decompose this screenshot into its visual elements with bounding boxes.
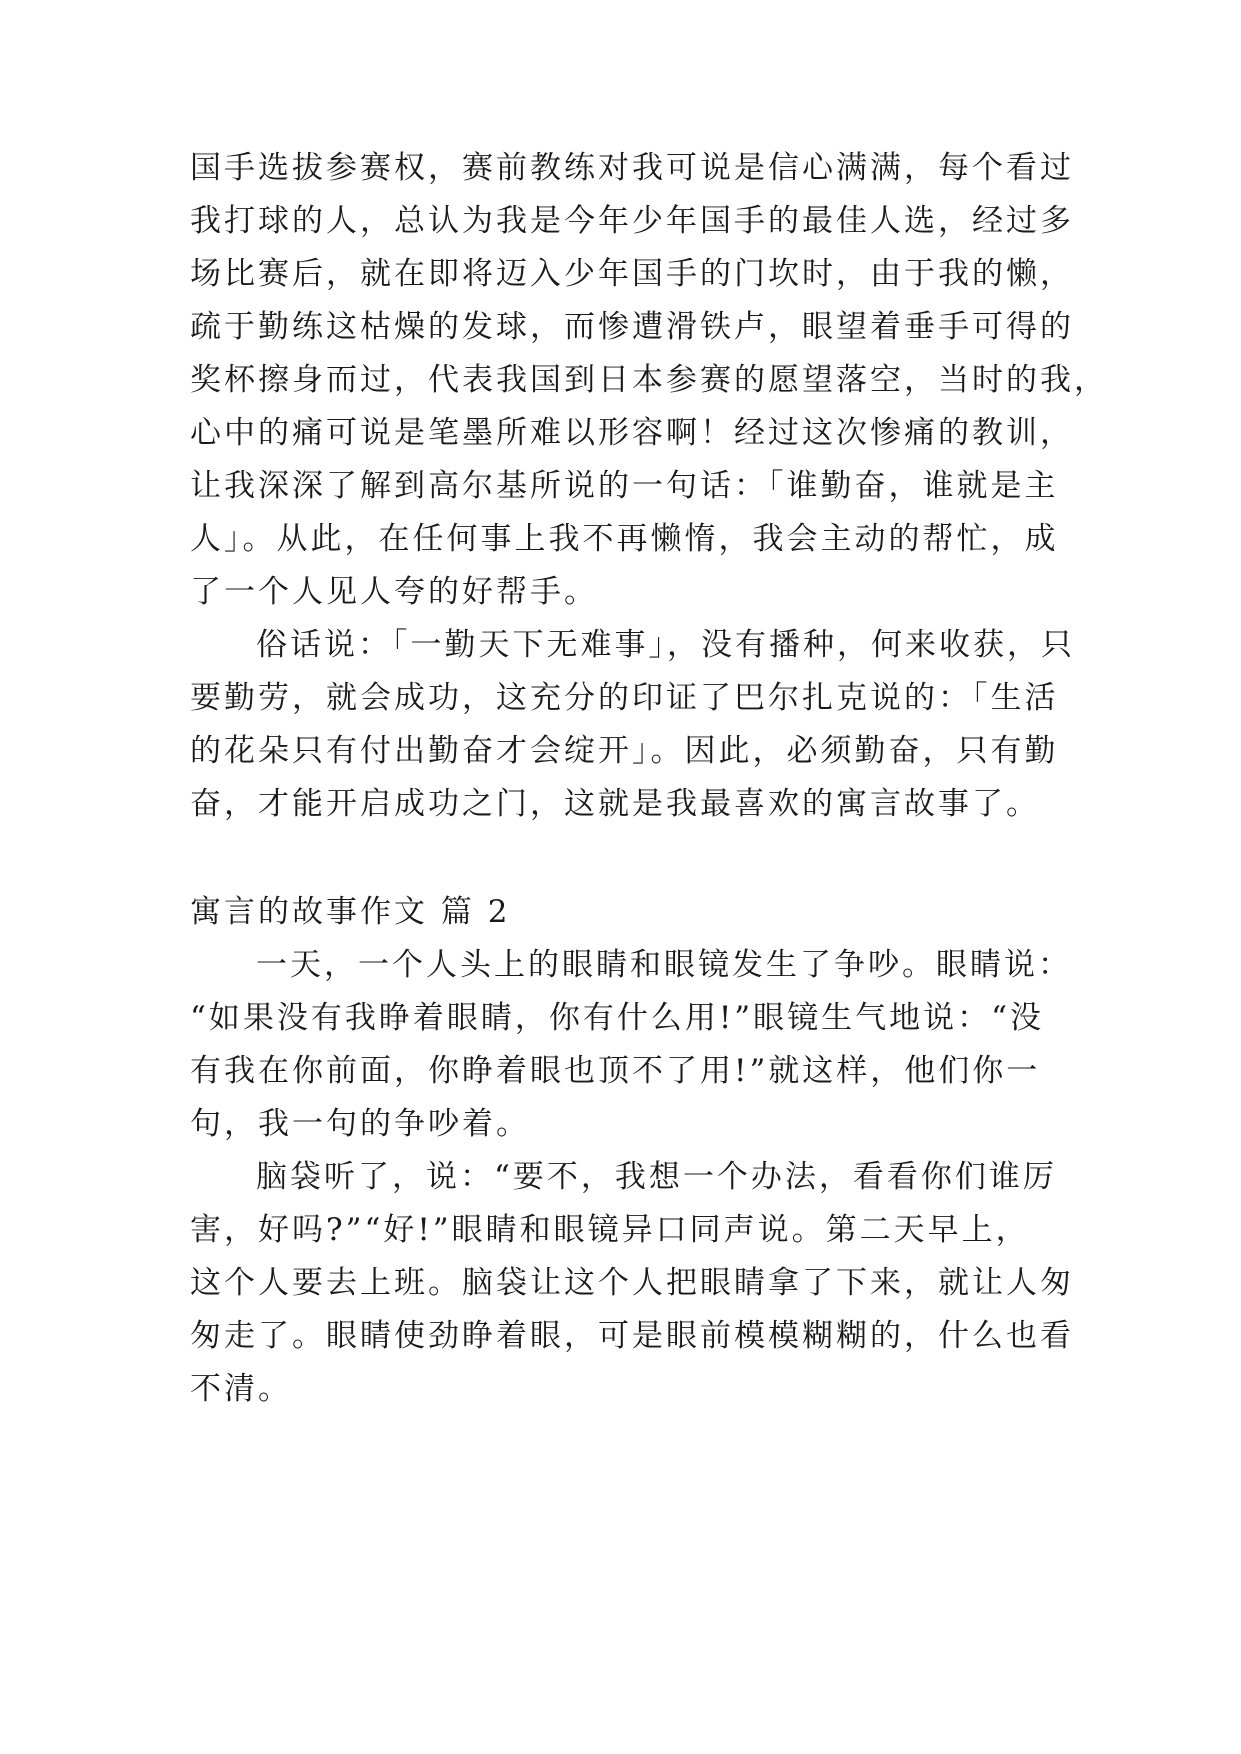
text-line: 了一个人见人夸的好帮手。 — [190, 574, 598, 610]
text-line: “如果没有我睁着眼睛，你有什么用!”眼镜生气地说：“没 — [190, 1000, 1044, 1036]
text-line: 句，我一句的争吵着。 — [190, 1106, 530, 1142]
text-line: 不清。 — [190, 1371, 292, 1407]
text-line: 场比赛后，就在即将迈入少年国手的门坎时，由于我的懒， — [190, 256, 1074, 292]
text-line: 心中的痛可说是笔墨所难以形容啊！经过这次惨痛的教训， — [190, 415, 1074, 451]
text-line: 有我在你前面，你睁着眼也顶不了用!”就这样，他们你一 — [190, 1053, 1041, 1089]
text-line: 俗话说：「一勤天下无难事」，没有播种，何来收获，只 — [256, 627, 1075, 663]
section-heading: 寓言的故事作文 篇 2 — [190, 894, 511, 930]
text-line: 害，好吗?”“好!”眼睛和眼镜异口同声说。第二天早上， — [190, 1212, 1030, 1248]
text-line: 奋，才能开启成功之门，这就是我最喜欢的寓言故事了。 — [190, 786, 1040, 822]
text-line: 的花朵只有付出勤奋才会绽开」。因此，必须勤奋，只有勤 — [190, 733, 1059, 769]
text-line: 我打球的人，总认为我是今年少年国手的最佳人选，经过多 — [190, 203, 1074, 239]
text-line: 一天，一个人头上的眼睛和眼镜发生了争吵。眼睛说： — [256, 947, 1072, 983]
text-line: 脑袋听了，说：“要不，我想一个办法，看看你们谁厉 — [256, 1159, 1057, 1195]
text-line: 国手选拔参赛权，赛前教练对我可说是信心满满，每个看过 — [190, 150, 1074, 186]
text-line: 匆走了。眼睛使劲睁着眼，可是眼前模模糊糊的，什么也看 — [190, 1318, 1074, 1354]
text-line: 要勤劳，就会成功，这充分的印证了巴尔扎克说的：「生活 — [190, 680, 1059, 716]
text-line: 人」。从此，在任何事上我不再懒惰，我会主动的帮忙，成 — [190, 521, 1059, 557]
text-line: 这个人要去上班。脑袋让这个人把眼睛拿了下来，就让人匆 — [190, 1265, 1074, 1301]
text-line: 奖杯擦身而过，代表我国到日本参赛的愿望落空，当时的我， — [190, 362, 1108, 398]
text-line: 让我深深了解到高尔基所说的一句话：「谁勤奋，谁就是主 — [190, 468, 1059, 504]
text-line: 疏于勤练这枯燥的发球，而惨遭滑铁卢，眼望着垂手可得的 — [190, 309, 1074, 345]
